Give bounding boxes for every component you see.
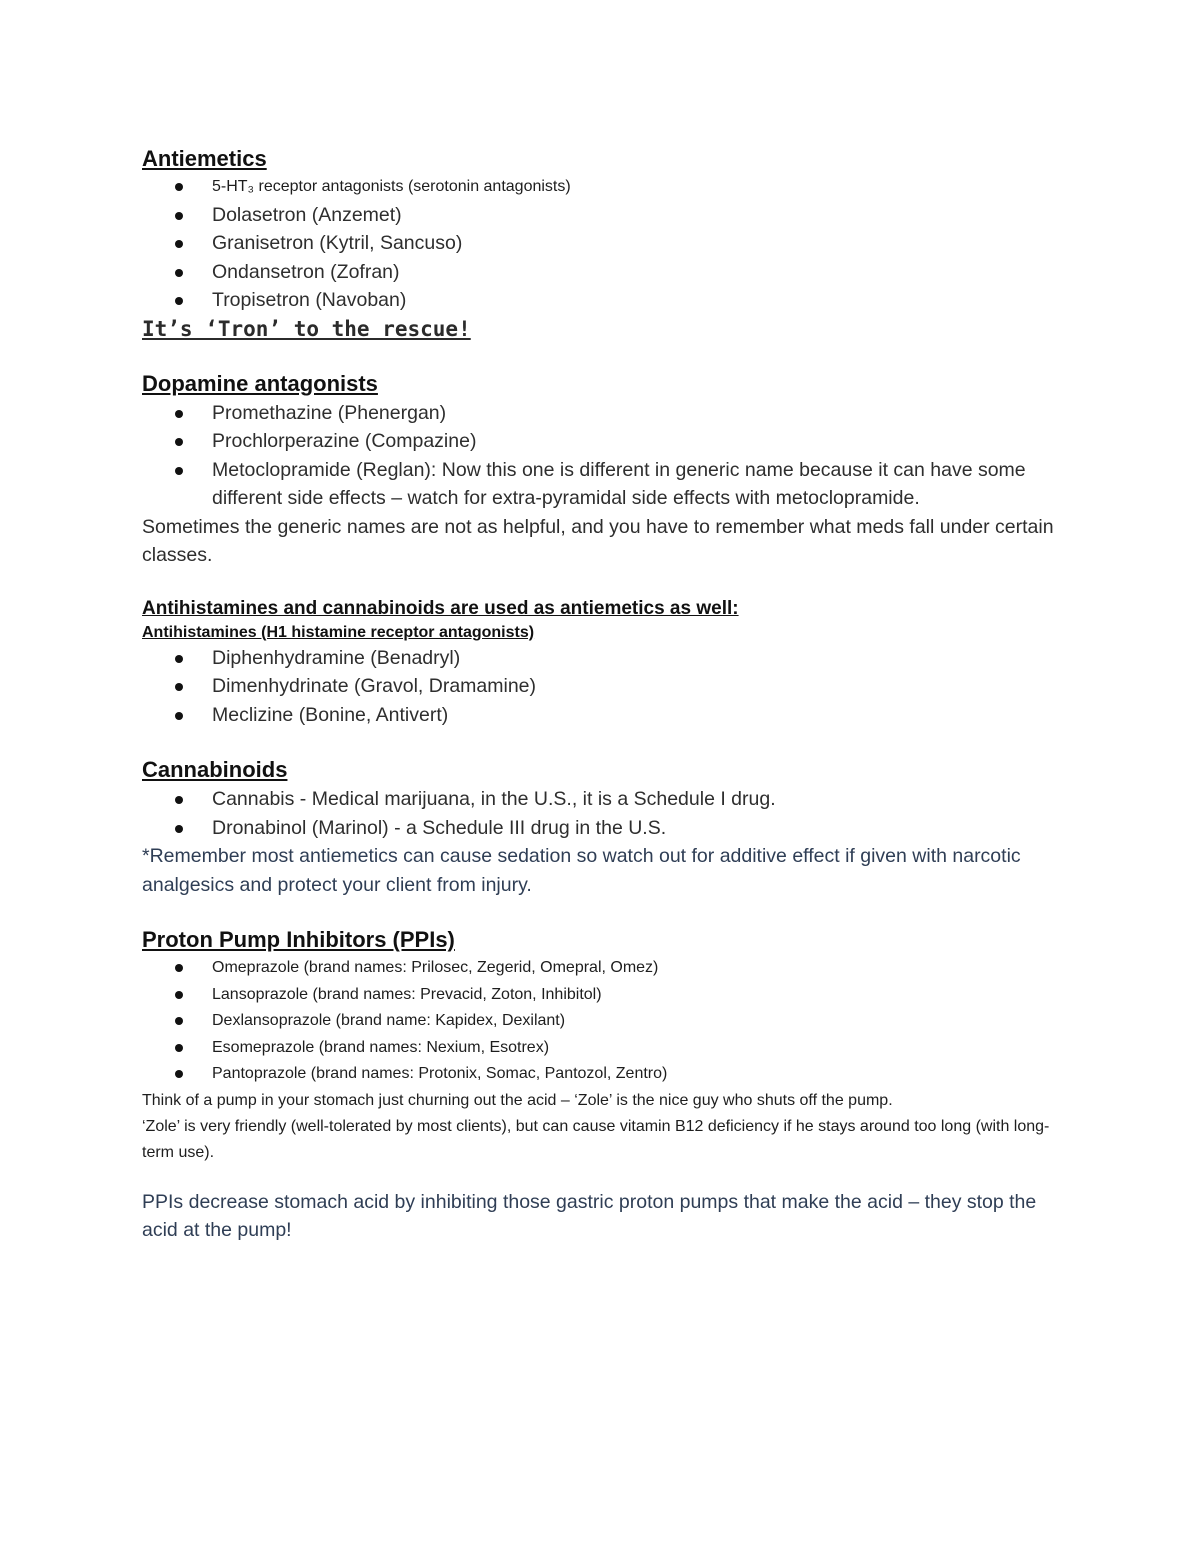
list-item: Tropisetron (Navoban) [142, 286, 1062, 315]
list-item: 5-HT₃ receptor antagonists (serotonin antagonists) [142, 174, 1062, 201]
list-item: Dexlansoprazole (brand name: Kapidex, Dexilant) [142, 1008, 1062, 1035]
antihistamines-heading: Antihistamines (H1 histamine receptor antagonists) [142, 623, 535, 641]
ppi-list [142, 955, 1062, 1088]
list-item: Diphenhydramine (Benadryl) [142, 644, 1062, 673]
tron-slogan: It’s ‘Tron’ to the rescue! [142, 316, 471, 341]
list-item: Dimenhydrinate (Gravol, Dramamine) [142, 672, 1062, 701]
list-item: Metoclopramide (Reglan): Now this one is different in generic name because it can have some different side effects – watch for extra-pyramidal side effects with metoclopramide. [142, 456, 1062, 513]
list-item: Cannabis - Medical marijuana, in the U.S., it is a Schedule I drug. [142, 785, 1062, 814]
list-item: Pantoprazole (brand names: Protonix, Somac, Pantozol, Zentro) [142, 1061, 1062, 1088]
document-page [142, 144, 1062, 1245]
dopamine-heading: Dopamine antagonists [142, 370, 378, 396]
cannabinoids-list [142, 785, 1062, 842]
antiemetics-first-list [142, 174, 1062, 201]
list-item: Dronabinol (Marinol) - a Schedule III drug in the U.S. [142, 814, 1062, 843]
antiemetics-list [142, 201, 1062, 315]
list-item: Prochlorperazine (Compazine) [142, 427, 1062, 456]
list-item: Dolasetron (Anzemet) [142, 201, 1062, 230]
antiemetics-heading: Antiemetics [142, 146, 267, 171]
dopamine-note: Sometimes the generic names are not as helpful, and you have to remember what meds fall under certain classes. [142, 515, 1054, 566]
ppi-note-pump: Think of a pump in your stomach just churning out the acid – ‘Zole’ is the nice guy who shuts off the pump. [142, 1091, 893, 1109]
cannabinoids-note: *Remember most antiemetics can cause sedation so watch out for additive effect if given with narcotic analgesics and protect your client from injury. [142, 845, 1021, 896]
dopamine-list [142, 399, 1062, 513]
list-item: Granisetron (Kytril, Sancuso) [142, 229, 1062, 258]
antihistamines-list [142, 644, 1062, 730]
list-item: Promethazine (Phenergan) [142, 399, 1062, 428]
ppi-heading: Proton Pump Inhibitors (PPIs) [142, 927, 455, 952]
list-item: Esomeprazole (brand names: Nexium, Esotrex) [142, 1035, 1062, 1062]
list-item: Ondansetron (Zofran) [142, 258, 1062, 287]
list-item: Meclizine (Bonine, Antivert) [142, 701, 1062, 730]
ppi-note-b12: ‘Zole’ is very friendly (well-tolerated by most clients), but can cause vitamin B12 deficiency if he stays around too long (with long-term use). [142, 1117, 1050, 1161]
cannabinoids-heading: Cannabinoids [142, 757, 288, 782]
list-item: Lansoprazole (brand names: Prevacid, Zoton, Inhibitol) [142, 982, 1062, 1009]
antihistamines-intro: Antihistamines and cannabinoids are used as antiemetics as well: [142, 597, 739, 619]
ppi-summary: PPIs decrease stomach acid by inhibiting those gastric proton pumps that make the acid – they stop the acid at the pump! [142, 1190, 1037, 1241]
list-item: Omeprazole (brand names: Prilosec, Zegerid, Omepral, Omez) [142, 955, 1062, 982]
